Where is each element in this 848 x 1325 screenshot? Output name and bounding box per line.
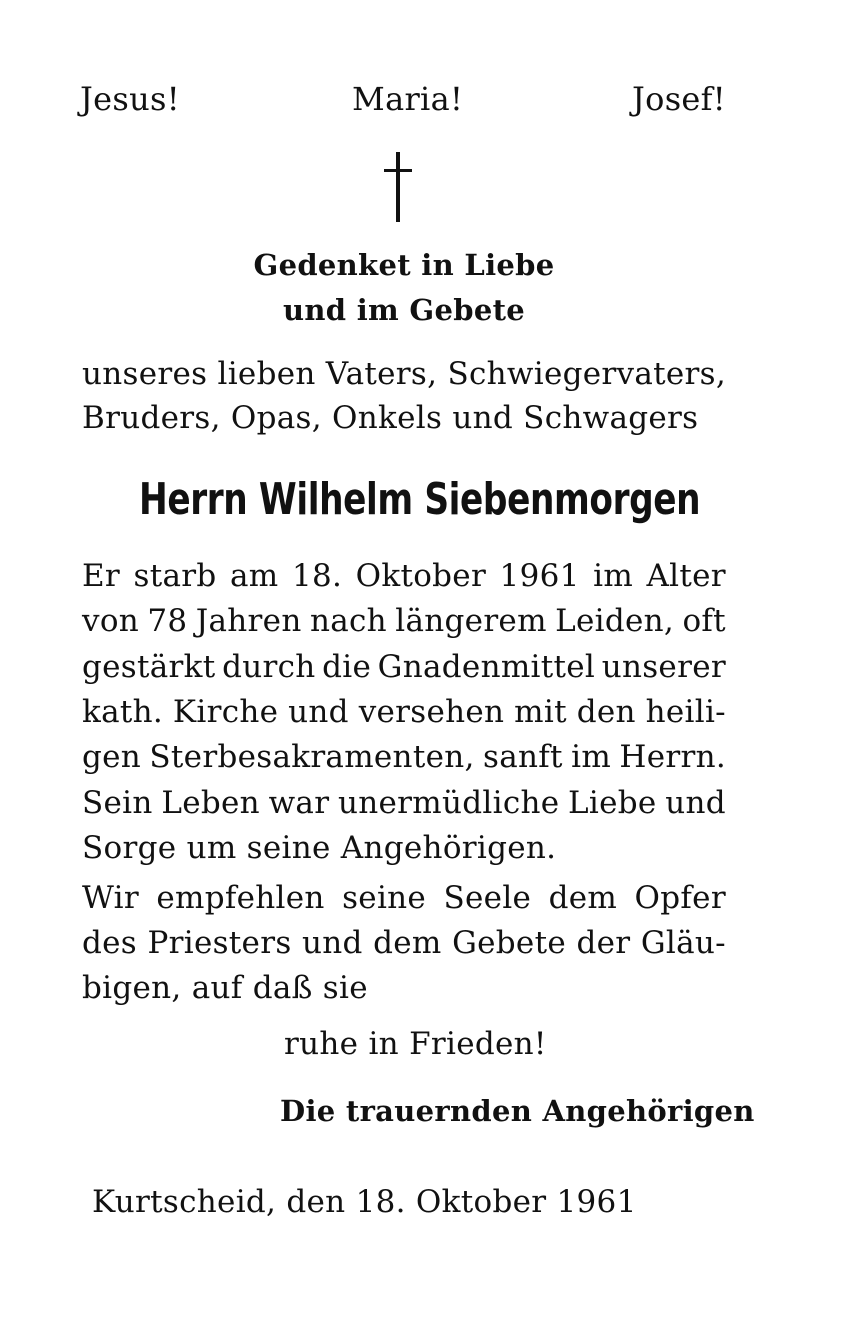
- signature: Die trauernden Angehörigen: [280, 1094, 755, 1128]
- body1-line-5: gen Sterbesakramenten, sanft im Herrn.: [82, 739, 726, 776]
- header-maria: Maria!: [352, 80, 464, 118]
- heading-line-1: Gedenket in Liebe: [253, 248, 555, 282]
- body2-line-3: bigen, auf daß sie: [82, 970, 368, 1006]
- closing-line: ruhe in Frieden!: [284, 1026, 547, 1062]
- latin-cross-icon: [384, 152, 412, 222]
- body1-line-3: gestärkt durch die Gnadenmittel unserer: [82, 648, 726, 685]
- body1-line-2: von 78 Jahren nach längerem Leiden, oft: [82, 603, 726, 640]
- body1-line-7: Sorge um seine Angehörigen.: [82, 829, 557, 866]
- body1-line-1: Er starb am 18. Oktober 1961 im Alter: [82, 558, 726, 594]
- intro-line-1: unseres lieben Vaters, Schwiegervaters,: [82, 356, 726, 392]
- place-and-date: Kurtscheid, den 18. Oktober 1961: [92, 1184, 637, 1220]
- heading-line-2: und im Gebete: [282, 293, 526, 327]
- body1-line-4: kath. Kirche und versehen mit den heili-: [82, 693, 726, 730]
- intro-line-2: Bruders, Opas, Onkels und Schwagers: [82, 400, 699, 436]
- body2-line-2: des Priesters und dem Gebete der Gläu-: [82, 925, 726, 961]
- body1-line-6: Sein Leben war unermüdliche Liebe und: [82, 784, 726, 821]
- deceased-name: Herrn Wilhelm Siebenmorgen: [138, 474, 701, 525]
- body2-line-1: Wir empfehlen seine Seele dem Opfer: [82, 880, 726, 916]
- header-josef: Josef!: [632, 80, 726, 118]
- header-jesus: Jesus!: [80, 80, 180, 118]
